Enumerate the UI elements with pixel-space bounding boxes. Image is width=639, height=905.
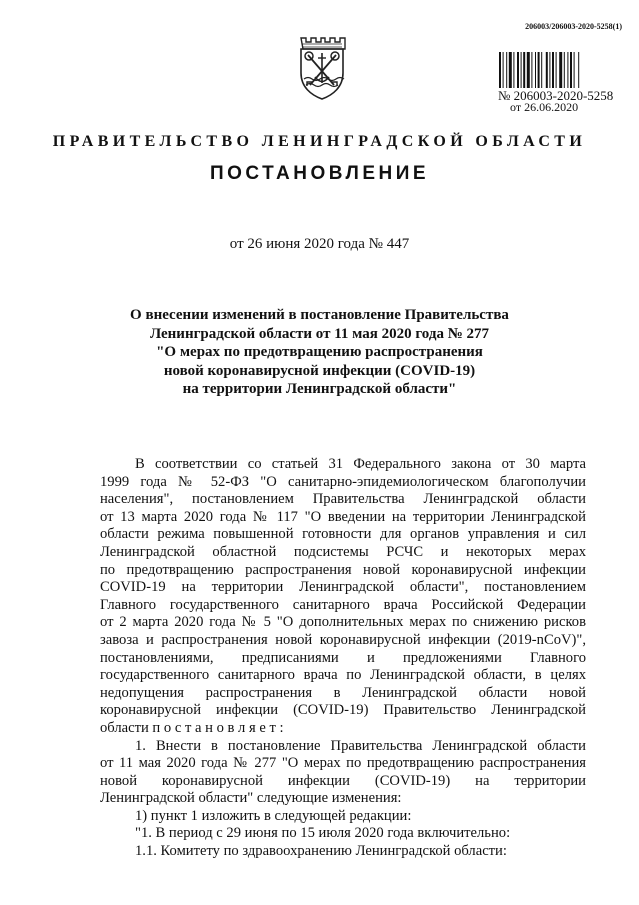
body-line: области режима повышенной готовности для органов управления и сил <box>100 526 586 543</box>
body-line: недопущения распространения в Ленинградской области новой <box>100 684 586 701</box>
body-line: от 2 марта 2020 года № 5 "О дополнительных мерах по снижению рисков <box>100 614 586 631</box>
registration-number: № 206003-2020-5258 <box>498 88 614 103</box>
body-line: Главного государственного санитарного врача Российской Федерации <box>100 596 586 613</box>
body-line: "1. В период с 29 июня по 15 июля 2020 года включительно: <box>135 825 511 842</box>
body-line: новой коронавирусной инфекции (COVID-19) на территории <box>100 772 586 789</box>
government-authority: ПРАВИТЕЛЬСТВО ЛЕНИНГРАДСКОЙ ОБЛАСТИ <box>52 133 587 150</box>
document-type: ПОСТАНОВЛЕНИЕ <box>209 163 430 184</box>
body-line: постановлениями, предписаниями и предложениями Главного <box>100 649 586 666</box>
leningrad-oblast-coat-of-arms-icon <box>298 35 346 101</box>
body-line: населения", постановлением Правительства Ленинградской области <box>100 491 586 508</box>
document-title <box>0 306 639 399</box>
body-line: Ленинградской областной подсистемы РСЧС и некоторых мерах <box>100 543 586 560</box>
body-line: 1999 года № 52-ФЗ "О санитарно-эпидемиологическом благополучии <box>100 473 586 490</box>
registration-code: 206003/206003-2020-5258(1) <box>525 22 622 31</box>
body-line: области п о с т а н о в л я е т : <box>100 719 284 736</box>
title-line: новой коронавирусной инфекции (COVID-19) <box>163 362 476 379</box>
body-line: от 13 марта 2020 года № 117 "О введении на территории Ленинградской <box>100 508 586 525</box>
body-line: Ленинградской области" следующие изменения: <box>100 790 402 807</box>
body-line: 1.1. Комитету по здравоохранению Ленинградской области: <box>135 843 507 860</box>
registration-date: от 26.06.2020 <box>510 100 579 114</box>
body-line: завоза и распространения новой коронавирусной инфекции (2019-nCoV)", <box>100 631 586 648</box>
body-line: COVID-19 на территории Ленинградской области", постановлением <box>100 579 586 596</box>
body-line: коронавирусной инфекции (COVID-19) Правительство Ленинградской <box>100 702 586 719</box>
title-line: Ленинградской области от 11 мая 2020 года № 277 <box>149 325 490 342</box>
title-line: на территории Ленинградской области" <box>182 381 457 398</box>
body-line: В соответствии со статьей 31 Федерального закона от 30 марта <box>135 456 586 472</box>
body-line: от 11 мая 2020 года № 277 "О мерах по предотвращению распространения <box>100 755 586 772</box>
document-date-number: от 26 июня 2020 года № 447 <box>229 236 410 252</box>
barcode-icon <box>499 52 624 92</box>
body-line: по предотвращению распространения новой коронавирусной инфекции <box>100 561 586 578</box>
body-line: 1) пункт 1 изложить в следующей редакции: <box>135 807 412 824</box>
title-line: О внесении изменений в постановление Правительства <box>130 307 509 323</box>
title-line: "О мерах по предотвращению распространения <box>156 344 483 361</box>
body-line: 1. Внести в постановление Правительства Ленинградской области <box>135 737 586 754</box>
body-line: государственного санитарного врача по Ленинградской области, в целях <box>100 667 586 684</box>
document-body <box>100 456 586 861</box>
